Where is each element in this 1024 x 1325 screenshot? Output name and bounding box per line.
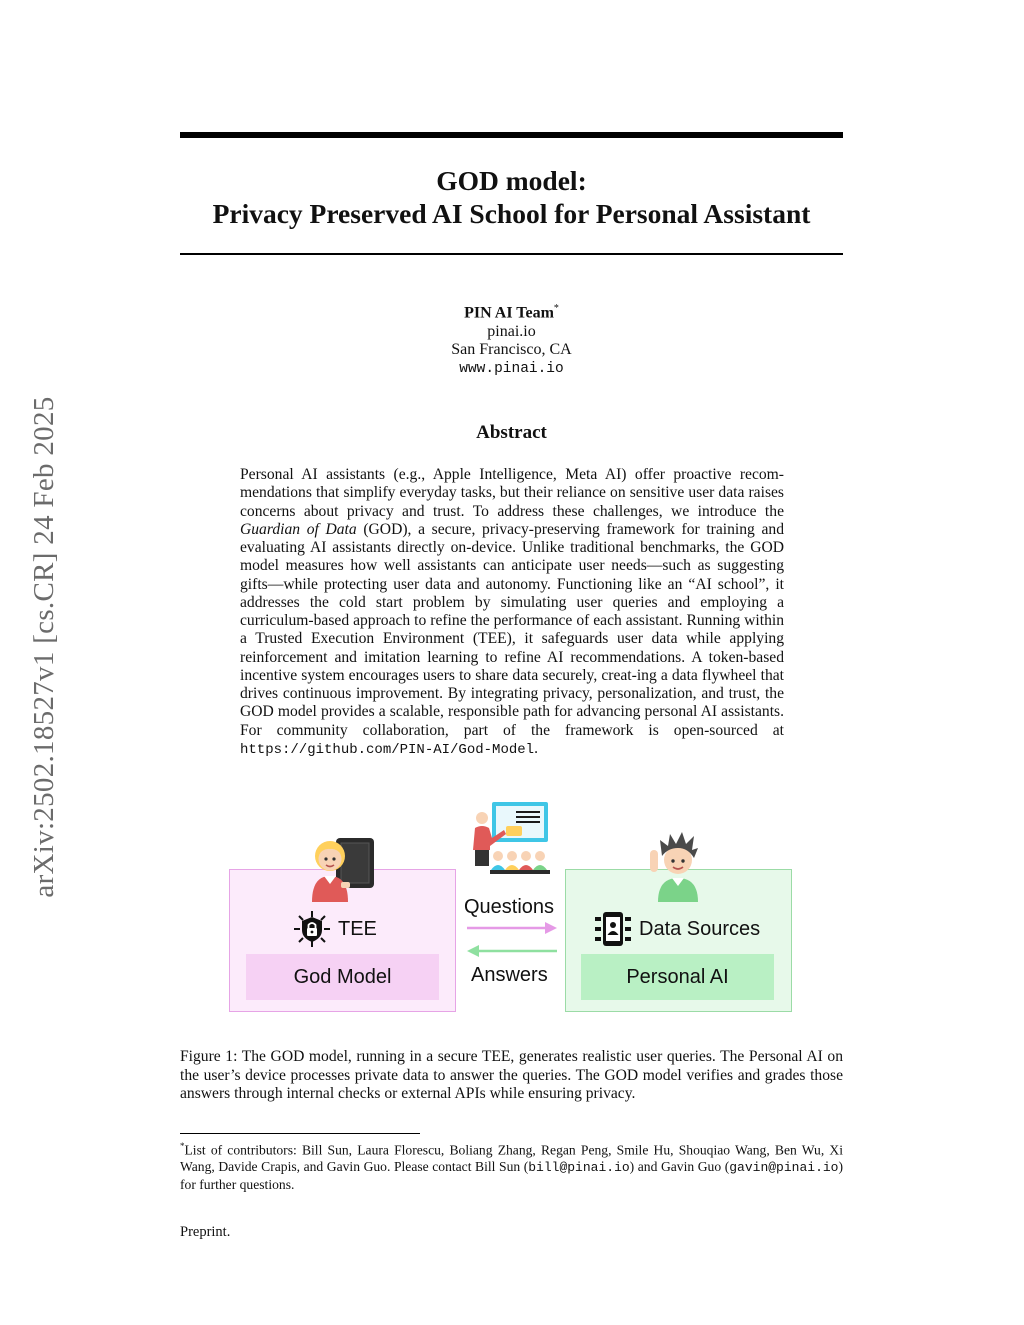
phone-data-icon bbox=[594, 909, 632, 949]
abstract-end: . bbox=[534, 739, 538, 757]
author-footnote-mark: * bbox=[553, 303, 559, 314]
abstract-body bbox=[240, 466, 784, 759]
author-affiliation: pinai.io bbox=[487, 322, 536, 340]
email-gavin[interactable]: gavin@pinai.io bbox=[729, 1160, 839, 1176]
answers-arrow bbox=[465, 943, 559, 959]
footnote-rule bbox=[180, 1133, 420, 1134]
abstract-emphasis: Guardian of Data bbox=[240, 520, 357, 538]
questions-arrow bbox=[465, 920, 559, 936]
arxiv-sidebar-id: arXiv:2502.18527v1 [cs.CR] 24 Feb 2025 bbox=[28, 396, 60, 898]
data-sources-label: Data Sources bbox=[639, 918, 761, 940]
footnote bbox=[180, 1138, 843, 1193]
repo-link[interactable]: https://github.com/PIN-AI/God-Model bbox=[240, 741, 535, 758]
title-line-2: Privacy Preserved AI School for Personal Assistant bbox=[212, 198, 811, 229]
title-line-1: GOD model: bbox=[436, 165, 587, 196]
preprint-label: Preprint. bbox=[180, 1224, 231, 1240]
tee-label: TEE bbox=[338, 918, 377, 940]
figure-caption: Figure 1: The GOD model, running in a secure TEE, generates realistic user queries. The Personal AI on the user’s device processes private data to answer the queries. The GOD model verifies and grades those answers through internal checks or external APIs while ensuring privacy. bbox=[180, 1048, 843, 1102]
abstract-text-2: (GOD), a secure, privacy-preserving framework for training and evaluating AI assistants directly on-device. Unlike traditional benchmarks, the GOD model measures how well assistants can anticipate user needs—such as suggesting gifts—while protecting user data and autonomy. Functioning like an “AI school”, it addresses the cold start problem by simulating user queries and employing a curriculum-based approach to refine the performance of each assistant. Running within a Trusted Execution Environment (TEE), it safeguards user data while applying reinforcement and imitation learning to refine AI recommendations. A token-based incentive system encourages users to share data securely, creat-ing a data flywheel that drives continuous improvement. By integrating privacy, personalization, and trust, the GOD model provides a scalable, responsible path for advancing personal AI assistants. For community collaboration, part of the framework is open-sourced at bbox=[240, 520, 784, 739]
author-url[interactable]: www.pinai.io bbox=[459, 360, 564, 377]
paper-title bbox=[180, 164, 843, 230]
author-block bbox=[180, 300, 843, 378]
god-model-label: God Model bbox=[246, 954, 439, 1000]
footnote-mark: * bbox=[180, 1141, 185, 1151]
figure-1 bbox=[224, 796, 800, 1018]
classroom-icon bbox=[470, 800, 552, 876]
footnote-text-2: ) and Gavin Guo ( bbox=[629, 1159, 730, 1175]
footnote-text-3: ) for further questions. bbox=[180, 1159, 843, 1192]
answers-label: Answers bbox=[471, 964, 548, 986]
questions-label: Questions bbox=[464, 896, 555, 918]
abstract-text-1: Personal AI assistants (e.g., Apple Intelligence, Meta AI) offer proactive recom-mendations that simplify everyday tasks, but their reliance on sensitive user data raises concerns about privacy and trust. To address these challenges, we introduce the bbox=[240, 466, 784, 520]
shield-lock-icon bbox=[292, 909, 332, 949]
email-bill[interactable]: bill@pinai.io bbox=[528, 1160, 630, 1176]
personal-ai-label: Personal AI bbox=[581, 954, 774, 1000]
author-name: PIN AI Team bbox=[464, 304, 554, 322]
author-location: San Francisco, CA bbox=[451, 341, 572, 359]
footnote-text-1: List of contributors: Bill Sun, Laura Florescu, Boliang Zhang, Regan Peng, Smile Hu, Shouqiao Wang, Ben Wu, Xi Wang, Davide Crapis, and Gavin Guo. Please contact Bill Sun ( bbox=[180, 1142, 843, 1175]
title-bottom-rule bbox=[180, 253, 843, 255]
student-icon bbox=[644, 826, 712, 902]
teacher-icon bbox=[302, 826, 382, 902]
title-top-rule bbox=[180, 132, 843, 138]
abstract-heading: Abstract bbox=[476, 422, 547, 443]
